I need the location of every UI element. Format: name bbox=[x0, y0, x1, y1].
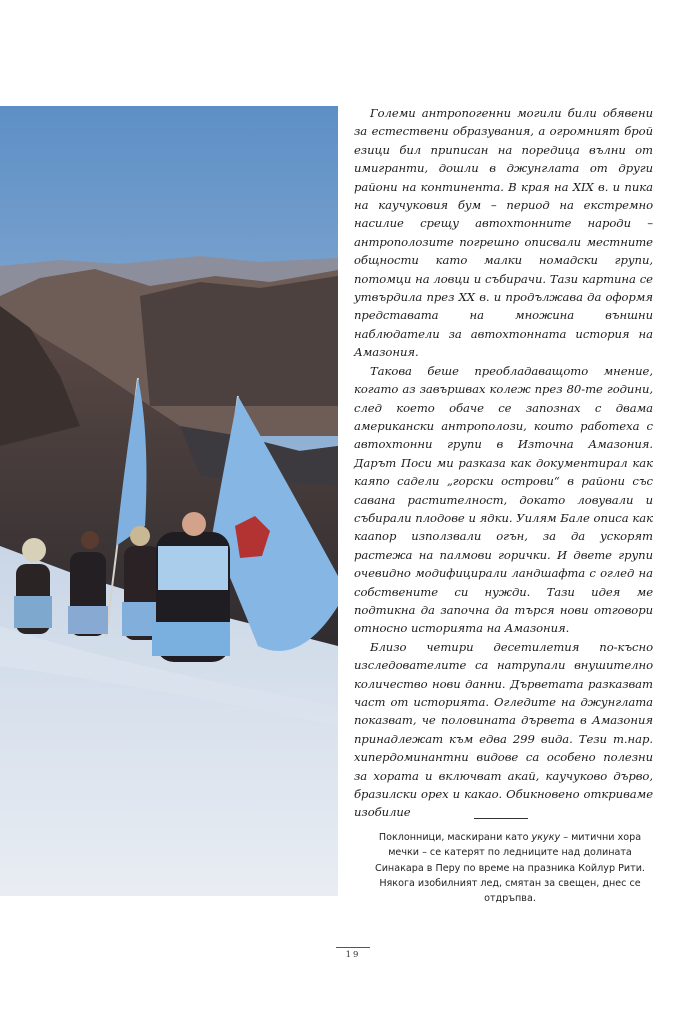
caption-text-start: Поклонници, маскирани като bbox=[378, 832, 532, 843]
paragraph-2: Такова беше преобладаващото мнение, когато аз завършвах колеж през 80-те години, след което обаче се запознах с двама американски антрополози, които работеха с автохтонни групи в Източна Амазония. Дарът Поси ми разказа как документирал как каяпо садели „горски острови“ в райони със савана растителност, докато ловували и събирали плодове и ядки. Уилям Бале описа как каапор използвали огън, за да ускорят растежа на палмови горички. И двете групи очевидно модифицирали ландшафта с оглед на собствените си нужди. Тази идея ме подтикна да започна да търся нови отговори относно историята на Амазония. bbox=[354, 363, 653, 636]
paragraph-1: Големи антропогенни могили били обявени за естествени образувания, а огромният брой езици бил приписан на поредица вълни от имигранти, дошли в джунглата от други райони на континента. В края на XIX в. и пика на каучуковия бум – период на екстремно насилие срещу автохтонните народи – антрополозите погрешно описвали местните общности като малки номадски групи, потомци на ловци и събирачи. Тази картина се утвърдила през XX в. и продължава да оформя представата на множина външни наблюдатели за автохтонната история на Амазония. bbox=[354, 106, 653, 360]
photo-caption bbox=[364, 830, 656, 906]
caption-emphasis: укуку bbox=[531, 832, 561, 843]
glacier-pilgrims-photo bbox=[0, 106, 338, 896]
page-number-divider bbox=[336, 947, 370, 948]
paragraph-3: Близо четири десетилетия по-късно изследователите са натрупали внушително количество нови данни. Дърветата разказват част от историята. Огледите на джунглата показват, че половината дървета в Амазония принадлежат към едва 299 вида. Тези т.нар. хипердоминантни видове са особено полезни за хората и включват акай, каучуково дърво, бразилски орех и какао. Обикновено откриваме изобилие bbox=[354, 639, 653, 820]
article-body bbox=[354, 104, 653, 822]
caption-text-end: – митични хора мечки – се катерят по ледниците над долината Синакара в Перу по време на празника Койлур Рити. Някога изобилният лед, смятан за свещен, днес се отдръпва. bbox=[375, 832, 645, 905]
page-number: 19 bbox=[345, 950, 361, 960]
caption-divider bbox=[474, 818, 528, 819]
